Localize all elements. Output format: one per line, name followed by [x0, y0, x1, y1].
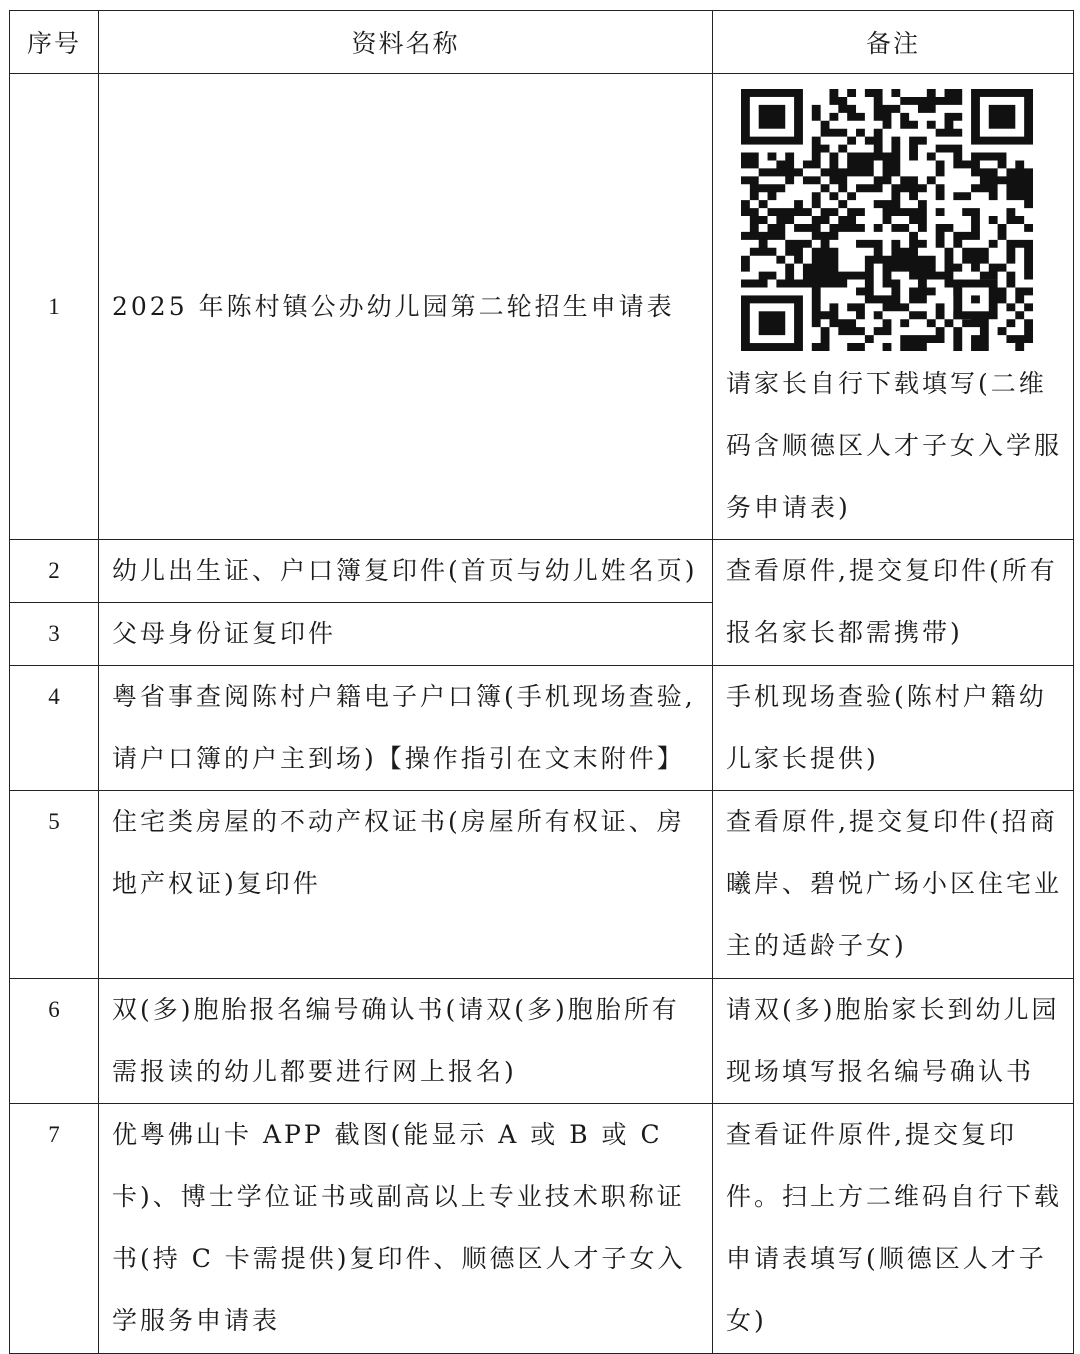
row-name-cell	[99, 74, 713, 540]
row-note: 请家长自行下载填写(二维码含顺德区人才子女入学服务申请表)	[726, 369, 1063, 522]
table-row	[10, 540, 1074, 603]
row-note: 查看原件,提交复印件(招商曦岸、碧悦广场小区住宅业主的适龄子女)	[726, 807, 1063, 960]
row-name: 住宅类房屋的不动产权证书(房屋所有权证、房地产权证)复印件	[112, 807, 685, 898]
row-no: 7	[10, 1104, 99, 1354]
row-note-cell	[713, 1104, 1074, 1354]
row-name: 优粤佛山卡 APP 截图(能显示 A 或 B 或 C 卡)、博士学位证书或副高以上专业技术职称证书(持 C 卡需提供)复印件、顺德区人才子女入学服务申请表	[112, 1120, 686, 1335]
row-no: 1	[10, 74, 99, 540]
row-note-cell	[713, 666, 1074, 791]
row-name: 粤省事查阅陈村户籍电子户口簿(手机现场查验,请户口簿的户主到场)【操作指引在文末附件】	[112, 682, 696, 773]
row-note: 查看证件原件,提交复印件。扫上方二维码自行下载申请表填写(顺德区人才子女)	[726, 1120, 1063, 1335]
row-note-cell	[713, 540, 1074, 666]
table-row	[10, 666, 1074, 791]
table-row	[10, 979, 1074, 1104]
row-name: 父母身份证复印件	[112, 619, 337, 648]
row-note-cell	[713, 791, 1074, 979]
row-note-cell	[713, 74, 1074, 540]
table-row	[10, 1104, 1074, 1354]
row-name: 双(多)胞胎报名编号确认书(请双(多)胞胎所有需报读的幼儿都要进行网上报名)	[112, 995, 680, 1086]
row-name-cell	[99, 666, 713, 791]
row-name: 幼儿出生证、户口簿复印件(首页与幼儿姓名页)	[112, 556, 698, 585]
row-note-cell	[713, 979, 1074, 1104]
row-name: 2025 年陈村镇公办幼儿园第二轮招生申请表	[112, 291, 675, 321]
row-note: 手机现场查验(陈村户籍幼儿家长提供)	[726, 682, 1047, 773]
row-name-cell	[99, 540, 713, 603]
row-name-cell	[99, 1104, 713, 1354]
table-row	[10, 791, 1074, 979]
row-no: 3	[10, 603, 99, 666]
row-no: 2	[10, 540, 99, 603]
row-name-cell	[99, 603, 713, 666]
qr-code-icon[interactable]	[741, 89, 1033, 351]
row-name-cell	[99, 791, 713, 979]
row-name-cell	[99, 979, 713, 1104]
materials-table	[9, 10, 1074, 1354]
header-name: 资料名称	[99, 11, 713, 74]
row-note: 查看原件,提交复印件(所有报名家长都需携带)	[726, 556, 1058, 647]
header-note: 备注	[713, 11, 1074, 74]
row-no: 4	[10, 666, 99, 791]
row-note: 请双(多)胞胎家长到幼儿园现场填写报名编号确认书	[726, 995, 1060, 1086]
header-row	[10, 11, 1074, 74]
row-no: 5	[10, 791, 99, 979]
table-row	[10, 74, 1074, 540]
row-no: 6	[10, 979, 99, 1104]
header-no: 序号	[10, 11, 99, 74]
